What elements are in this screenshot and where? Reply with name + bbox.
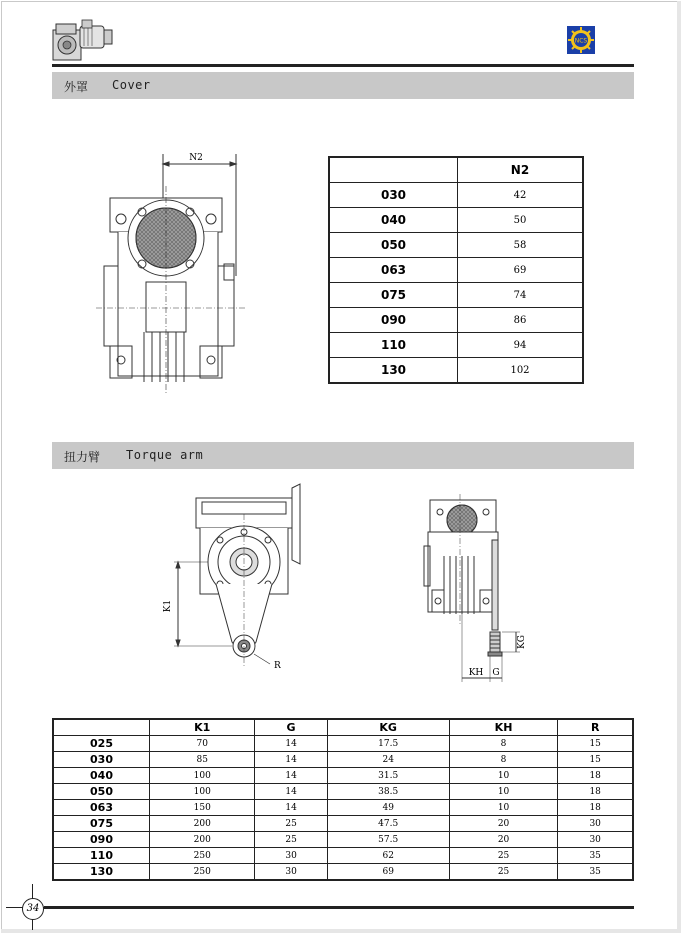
model-cell: 030 xyxy=(53,752,150,768)
table-header-row xyxy=(329,157,583,183)
table-row xyxy=(53,800,633,816)
k1-cell: 150 xyxy=(150,800,255,816)
kh-cell: 25 xyxy=(449,848,558,864)
cover-n2-label: N2 xyxy=(189,153,203,163)
model-cell: 090 xyxy=(53,832,150,848)
kg-cell: 38.5 xyxy=(327,784,449,800)
model-cell: 063 xyxy=(329,258,458,283)
kh-cell: 25 xyxy=(449,864,558,881)
k1-cell: 250 xyxy=(150,864,255,881)
n2-cell: 42 xyxy=(458,183,584,208)
model-cell: 110 xyxy=(53,848,150,864)
kh-cell: 20 xyxy=(449,816,558,832)
k1-cell: 85 xyxy=(150,752,255,768)
table-row xyxy=(53,768,633,784)
kh-cell: 8 xyxy=(449,752,558,768)
k1-cell: 250 xyxy=(150,848,255,864)
model-cell: 130 xyxy=(329,358,458,384)
table-row xyxy=(329,358,583,384)
k1-cell: 100 xyxy=(150,784,255,800)
model-cell: 110 xyxy=(329,333,458,358)
table-header-kh: KH xyxy=(449,719,558,736)
n2-cell: 50 xyxy=(458,208,584,233)
n2-cell: 58 xyxy=(458,233,584,258)
kg-cell: 24 xyxy=(327,752,449,768)
kh-cell: 10 xyxy=(449,768,558,784)
table-row xyxy=(329,258,583,283)
kg-cell: 31.5 xyxy=(327,768,449,784)
table-header-row xyxy=(53,719,633,736)
g-cell: 25 xyxy=(255,832,327,848)
n2-cell: 94 xyxy=(458,333,584,358)
k1-cell: 200 xyxy=(150,832,255,848)
table-row xyxy=(53,816,633,832)
table-row xyxy=(53,864,633,881)
model-cell: 075 xyxy=(329,283,458,308)
r-cell: 18 xyxy=(558,768,633,784)
n2-cell: 69 xyxy=(458,258,584,283)
k1-dimension-label: K1 xyxy=(163,599,173,613)
header-rule xyxy=(52,64,634,67)
table-header-r: R xyxy=(558,719,633,736)
n2-cell: 102 xyxy=(458,358,584,384)
kh-cell: 20 xyxy=(449,832,558,848)
table-row xyxy=(329,333,583,358)
gearbox-thumbnail-icon xyxy=(52,16,114,62)
g-cell: 14 xyxy=(255,736,327,752)
n2-cell: 86 xyxy=(458,308,584,333)
g-cell: 25 xyxy=(255,816,327,832)
footer-rule xyxy=(44,906,634,909)
r-cell: 15 xyxy=(558,736,633,752)
r-cell: 15 xyxy=(558,752,633,768)
table-row xyxy=(53,848,633,864)
model-cell: 040 xyxy=(53,768,150,784)
table-row xyxy=(53,736,633,752)
model-cell: 040 xyxy=(329,208,458,233)
g-cell: 30 xyxy=(255,864,327,881)
table-header-blank xyxy=(329,157,458,183)
cover-n2-table xyxy=(328,156,584,384)
kg-cell: 17.5 xyxy=(327,736,449,752)
model-cell: 075 xyxy=(53,816,150,832)
table-header-k1: K1 xyxy=(150,719,255,736)
r-cell: 18 xyxy=(558,800,633,816)
g-cell: 14 xyxy=(255,768,327,784)
r-cell: 35 xyxy=(558,848,633,864)
torque-arm-front-drawing xyxy=(160,484,310,670)
torque-title-zh: 扭力臂 xyxy=(64,450,101,464)
kg-cell: 69 xyxy=(327,864,449,881)
torque-title-en: Torque arm xyxy=(126,448,204,462)
kg-cell: 57.5 xyxy=(327,832,449,848)
cover-title-en: Cover xyxy=(112,78,151,92)
page-number: 34 xyxy=(22,898,44,920)
table-header-n2: N2 xyxy=(458,157,584,183)
model-cell: 063 xyxy=(53,800,150,816)
table-header-g: G xyxy=(255,719,327,736)
table-row xyxy=(329,233,583,258)
model-cell: 050 xyxy=(53,784,150,800)
table-row xyxy=(329,183,583,208)
table-row xyxy=(53,784,633,800)
table-row xyxy=(53,752,633,768)
model-cell: 025 xyxy=(53,736,150,752)
table-row xyxy=(329,283,583,308)
cover-title-zh: 外罩 xyxy=(64,80,89,94)
table-row xyxy=(329,308,583,333)
kg-cell: 49 xyxy=(327,800,449,816)
k1-cell: 200 xyxy=(150,816,255,832)
kh-dimension-label: KH xyxy=(468,668,484,678)
g-cell: 14 xyxy=(255,784,327,800)
kg-cell: 47.5 xyxy=(327,816,449,832)
model-cell: 050 xyxy=(329,233,458,258)
logo-text: NCS xyxy=(574,37,588,45)
g-cell: 14 xyxy=(255,752,327,768)
model-cell: 090 xyxy=(329,308,458,333)
kh-cell: 10 xyxy=(449,800,558,816)
torque-section-bar xyxy=(52,442,634,469)
g-cell: 14 xyxy=(255,800,327,816)
n2-cell: 74 xyxy=(458,283,584,308)
r-cell: 30 xyxy=(558,816,633,832)
table-header-blank xyxy=(53,719,150,736)
cover-section-bar xyxy=(52,72,634,99)
kh-cell: 10 xyxy=(449,784,558,800)
torque-arm-table xyxy=(52,718,634,881)
kh-cell: 8 xyxy=(449,736,558,752)
r-cell: 18 xyxy=(558,784,633,800)
g-dimension-label: G xyxy=(492,668,500,678)
k1-cell: 70 xyxy=(150,736,255,752)
cover-drawing xyxy=(96,146,246,396)
g-cell: 30 xyxy=(255,848,327,864)
table-row xyxy=(53,832,633,848)
company-logo-icon xyxy=(567,26,595,54)
page-shadow-right xyxy=(677,1,681,931)
model-cell: 030 xyxy=(329,183,458,208)
r-cell: 35 xyxy=(558,864,633,881)
r-cell: 30 xyxy=(558,832,633,848)
table-row xyxy=(329,208,583,233)
k1-cell: 100 xyxy=(150,768,255,784)
page-shadow-bottom xyxy=(1,929,681,933)
r-dimension-label: R xyxy=(274,661,281,671)
model-cell: 130 xyxy=(53,864,150,881)
kg-cell: 62 xyxy=(327,848,449,864)
torque-arm-side-drawing xyxy=(420,494,536,684)
kg-dimension-label: KG xyxy=(517,635,527,649)
table-header-kg: KG xyxy=(327,719,449,736)
